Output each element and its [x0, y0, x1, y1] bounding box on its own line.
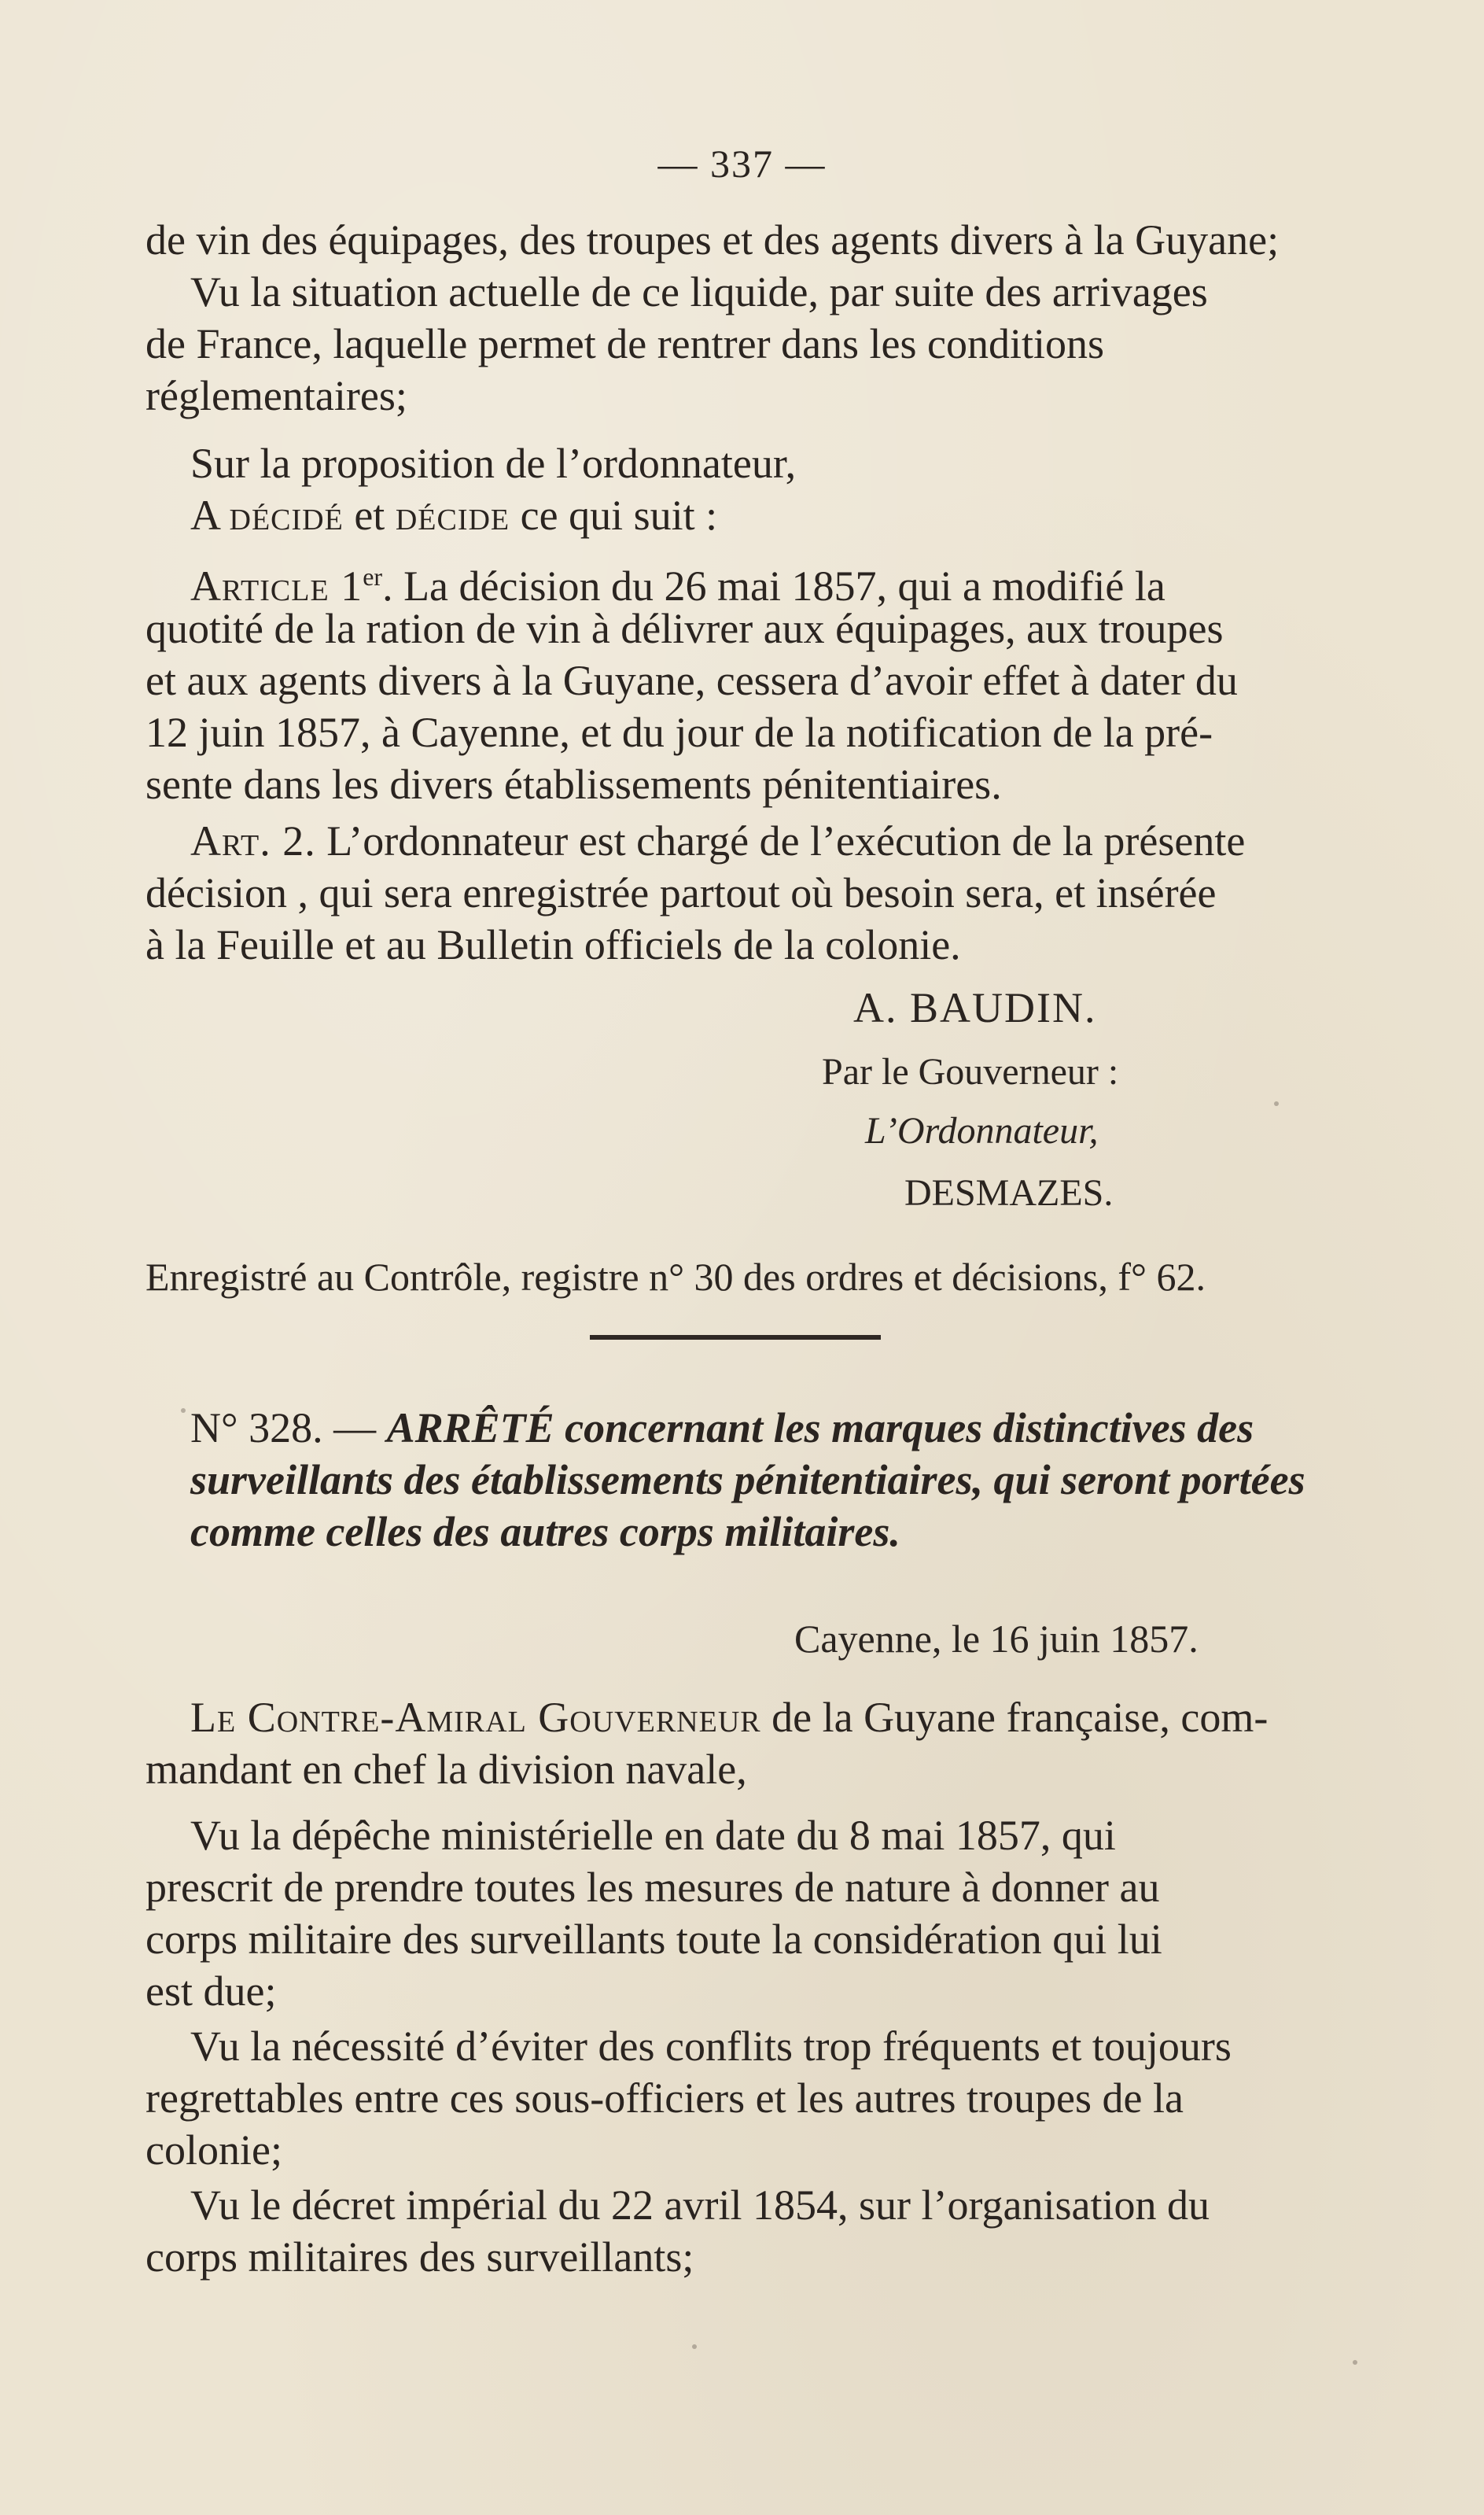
text-line: Vu le décret impérial du 22 avril 1854, sur l’organisation du — [190, 2181, 1210, 2229]
text-line: sente dans les divers établissements pénitentiaires. — [145, 761, 1002, 808]
dateline: Cayenne, le 16 juin 1857. — [794, 1617, 1199, 1661]
text-line: de vin des équipages, des troupes et des agents divers à la Guyane; — [145, 216, 1280, 264]
decide-word-2: décide — [395, 492, 510, 539]
paper-speck — [692, 2344, 697, 2349]
text-line: Sur la proposition de l’ordonnateur, — [190, 440, 797, 487]
text-line: colonie; — [145, 2126, 282, 2174]
text-line: quotité de la ration de vin à délivrer aux équipages, aux troupes — [145, 605, 1224, 652]
paper-speck — [181, 1408, 186, 1413]
decision-line — [190, 489, 717, 541]
paper-speck — [1274, 1101, 1279, 1106]
arrete-number: N° 328. — — [190, 1404, 377, 1451]
article-2-text: L’ordonnateur est chargé de l’exécution de la présente — [315, 817, 1246, 865]
text-line: corps militaires des surveillants; — [145, 2233, 694, 2281]
text-line: de France, laquelle permet de rentrer dans les conditions — [145, 320, 1105, 367]
text-line: Vu la situation actuelle de ce liquide, par suite des arrivages — [190, 268, 1208, 315]
intro-rest: de la Guyane française, com- — [760, 1694, 1269, 1741]
text-line: Vu la nécessité d’éviter des conflits trop fréquents et toujours — [190, 2023, 1232, 2070]
text-line: Vu la dépêche ministérielle en date du 8 mai 1857, qui — [190, 1812, 1116, 1859]
decide-et: et — [354, 492, 385, 539]
text-line: mandant en chef la division navale, — [145, 1746, 747, 1793]
article-2-label: Art. 2. — [190, 817, 316, 865]
article-1-sup: er — [363, 562, 383, 591]
decide-rest: ce qui suit : — [520, 492, 718, 539]
page-number: — 337 — — [657, 142, 827, 186]
intro-title: Le Contre-Amiral Gouverneur — [190, 1694, 761, 1741]
intro-line-1 — [190, 1691, 1268, 1743]
arrete-title-line-1 — [190, 1402, 1254, 1454]
signature: A. BAUDIN. — [853, 984, 1097, 1031]
text-line: est due; — [145, 1967, 277, 2015]
ordonnateur-name: DESMAZES. — [904, 1172, 1114, 1214]
arrete-title-line-3: comme celles des autres corps militaires. — [190, 1508, 900, 1555]
decide-a: A — [190, 492, 219, 539]
arrete-title-line-2: surveillants des établissements pénitentiaires, qui seront portées — [190, 1456, 1305, 1503]
article-1-text: . La décision du 26 mai 1857, qui a modifié la — [382, 562, 1165, 610]
par-le-gouverneur: Par le Gouverneur : — [822, 1051, 1119, 1093]
text-line: décision , qui sera enregistrée partout où besoin sera, et insérée — [145, 869, 1217, 916]
text-line: prescrit de prendre toutes les mesures de nature à donner au — [145, 1864, 1160, 1911]
text-line: 12 juin 1857, à Cayenne, et du jour de la notification de la pré- — [145, 709, 1213, 756]
paper-speck — [1353, 2360, 1357, 2365]
article-2-first-line — [190, 815, 1245, 867]
decide-word: décidé — [229, 492, 344, 539]
text-line: regrettables entre ces sous-officiers et les autres troupes de la — [145, 2074, 1184, 2122]
registration-note: Enregistré au Contrôle, registre n° 30 des ordres et décisions, f° 62. — [145, 1255, 1206, 1299]
arrete-title: ARRÊTÉ concernant les marques distinctives des — [386, 1404, 1254, 1451]
text-line: à la Feuille et au Bulletin officiels de la colonie. — [145, 921, 961, 968]
ordonnateur-label: L’Ordonnateur, — [865, 1110, 1099, 1152]
text-line: et aux agents divers à la Guyane, cessera d’avoir effet à dater du — [145, 657, 1238, 704]
text-line: corps militaire des surveillants toute la considération qui lui — [145, 1916, 1162, 1963]
section-divider — [590, 1335, 881, 1340]
text-line: réglementaires; — [145, 372, 407, 419]
article-1-label: Article 1 — [190, 562, 363, 610]
